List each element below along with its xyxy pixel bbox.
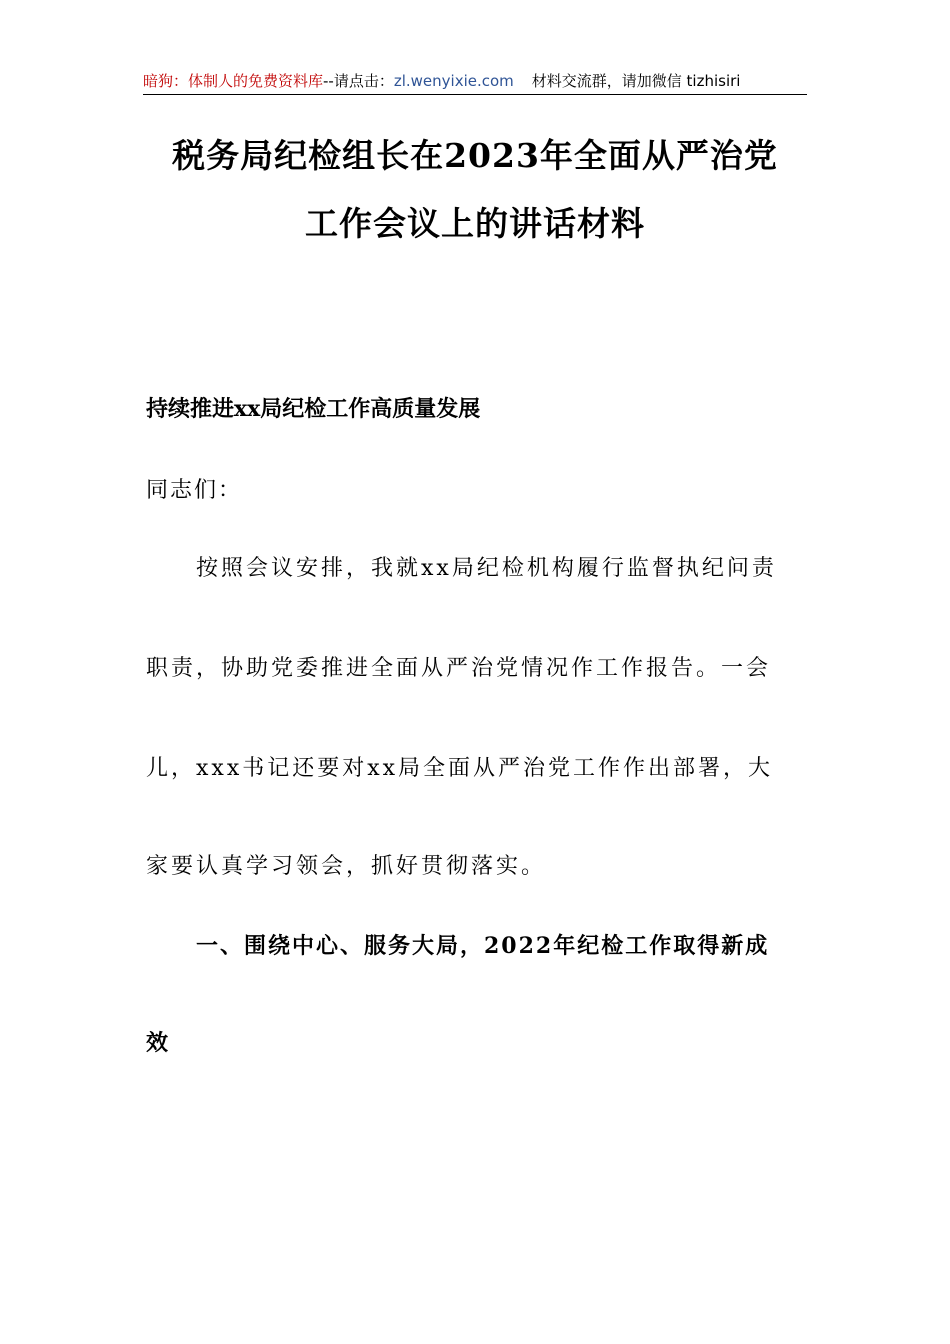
page-header: [143, 70, 807, 95]
document-title-line-2: 工作会议上的讲话材料: [305, 204, 645, 243]
document-subtitle: 持续推进xx局纪检工作高质量发展: [146, 396, 481, 422]
header-contact: 材料交流群，请加微信 tizhisiri: [531, 72, 741, 90]
body-line-1: 按照会议安排，我就xx局纪检机构履行监督执纪问责: [196, 556, 777, 581]
header-brand: 暗狗：体制人的免费资料库: [143, 72, 324, 90]
greeting: 同志们：: [146, 478, 243, 503]
header-separator: --请点击：: [323, 72, 394, 90]
body-line-3: 儿，xxx书记还要对xx局全面从严治党工作作出部署，大: [146, 756, 774, 781]
section-heading-line-2: 效: [146, 1030, 169, 1056]
body-line-4: 家要认真学习领会，抓好贯彻落实。: [146, 854, 547, 879]
section-heading-line-1: 一、围绕中心、服务大局，2022年纪检工作取得新成: [196, 933, 770, 959]
body-line-2: 职责，协助党委推进全面从严治党情况作工作报告。一会: [146, 656, 772, 681]
header-link[interactable]: zl.wenyixie.com: [393, 72, 514, 90]
document-title-line-1: 税务局纪检组长在2023年全面从严治党: [172, 136, 778, 175]
